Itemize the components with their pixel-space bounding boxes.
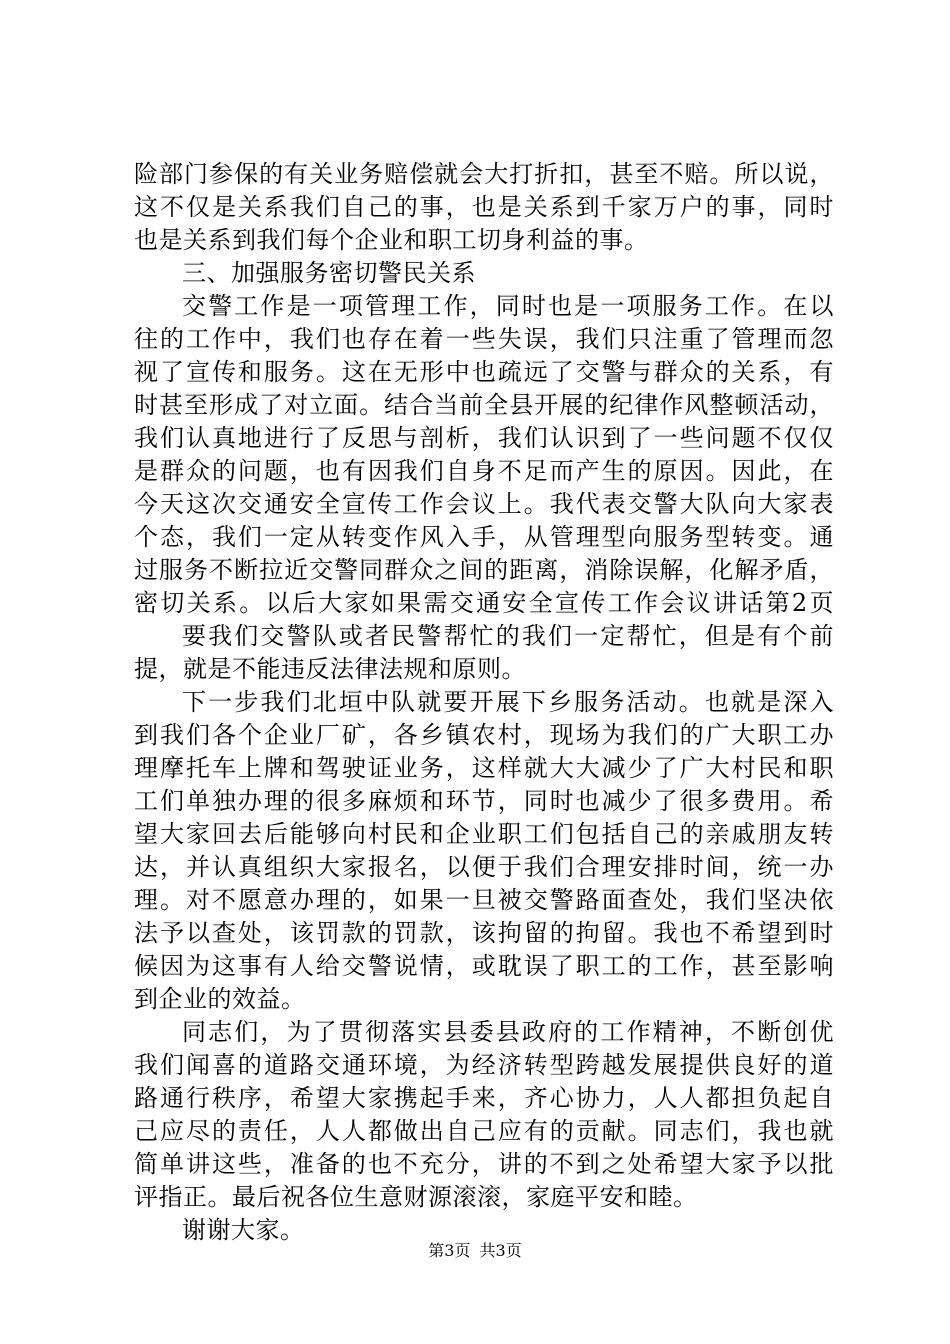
- text-line: 我们闻喜的道路交通环境，为经济转型跨越发展提供良好的道: [134, 1051, 834, 1079]
- text-line: 时甚至形成了对立面。结合当前全县开展的纪律作风整顿活动，: [134, 391, 834, 419]
- page-total: 共3页: [479, 1241, 522, 1260]
- text-line: 是群众的问题，也有因我们自身不足而产生的原因。因此，在: [134, 457, 834, 485]
- text-line: 这不仅是关系我们自己的事，也是关系到千家万户的事，同时: [134, 193, 834, 221]
- text-line: 过服务不断拉近交警同群众之间的距离，消除误解，化解矛盾，: [134, 556, 834, 584]
- text-line: 评指正。最后祝各位生意财源滚滚，家庭平安和睦。: [134, 1183, 698, 1211]
- document-body: [134, 158, 834, 1247]
- text-line: 谢谢大家。: [182, 1216, 305, 1244]
- text-line: 个态，我们一定从转变作风入手，从管理型向服务型转变。通: [134, 523, 834, 551]
- text-line: 要我们交警队或者民警帮忙的我们一定帮忙，但是有个前: [182, 622, 834, 650]
- text-line: 理。对不愿意办理的，如果一旦被交警路面查处，我们坚决依: [134, 886, 834, 914]
- text-line: 交警工作是一项管理工作，同时也是一项服务工作。在以: [182, 292, 834, 320]
- text-line: 今天这次交通安全宣传工作会议上。我代表交警大队向大家表: [134, 490, 834, 518]
- text-line: 我们认真地进行了反思与剖析，我们认识到了一些问题不仅仅: [134, 424, 834, 452]
- page-number: 第3页: [428, 1241, 471, 1260]
- text-line: 望大家回去后能够向村民和企业职工们包括自己的亲戚朋友转: [134, 820, 834, 848]
- text-line: 工们单独办理的很多麻烦和环节，同时也减少了很多费用。希: [134, 787, 834, 815]
- text-line: 理摩托车上牌和驾驶证业务，这样就大大减少了广大村民和职: [134, 754, 834, 782]
- text-line: 密切关系。以后大家如果需交通安全宣传工作会议讲话第2页: [134, 589, 834, 617]
- text-line: 路通行秩序，希望大家携起手来，齐心协力，人人都担负起自: [134, 1084, 834, 1112]
- text-line: 视了宣传和服务。这在无形中也疏远了交警与群众的关系，有: [134, 358, 834, 386]
- text-line: 简单讲这些，准备的也不充分，讲的不到之处希望大家予以批: [134, 1150, 834, 1178]
- text-line: 法予以查处，该罚款的罚款，该拘留的拘留。我也不希望到时: [134, 919, 834, 947]
- text-line: 下一步我们北垣中队就要开展下乡服务活动。也就是深入: [182, 688, 834, 716]
- section-heading: 三、加强服务密切警民关系: [182, 259, 476, 287]
- text-line: 到我们各个企业厂矿，各乡镇农村，现场为我们的广大职工办: [134, 721, 834, 749]
- text-line: 己应尽的责任，人人都做出自己应有的贡献。同志们，我也就: [134, 1117, 834, 1145]
- text-line: 也是关系到我们每个企业和职工切身利益的事。: [134, 226, 649, 254]
- text-line: 达，并认真组织大家报名，以便于我们合理安排时间，统一办: [134, 853, 834, 881]
- text-line: 候因为这事有人给交警说情，或耽误了职工的工作，甚至影响: [134, 952, 834, 980]
- page-footer: [0, 1241, 950, 1261]
- text-line: 同志们，为了贯彻落实县委县政府的工作精神，不断创优: [182, 1018, 834, 1046]
- text-line: 提，就是不能违反法律法规和原则。: [134, 655, 526, 683]
- text-line: 险部门参保的有关业务赔偿就会大打折扣，甚至不赔。所以说，: [134, 160, 834, 188]
- text-line: 往的工作中，我们也存在着一些失误，我们只注重了管理而忽: [134, 325, 834, 353]
- text-line: 到企业的效益。: [134, 985, 306, 1013]
